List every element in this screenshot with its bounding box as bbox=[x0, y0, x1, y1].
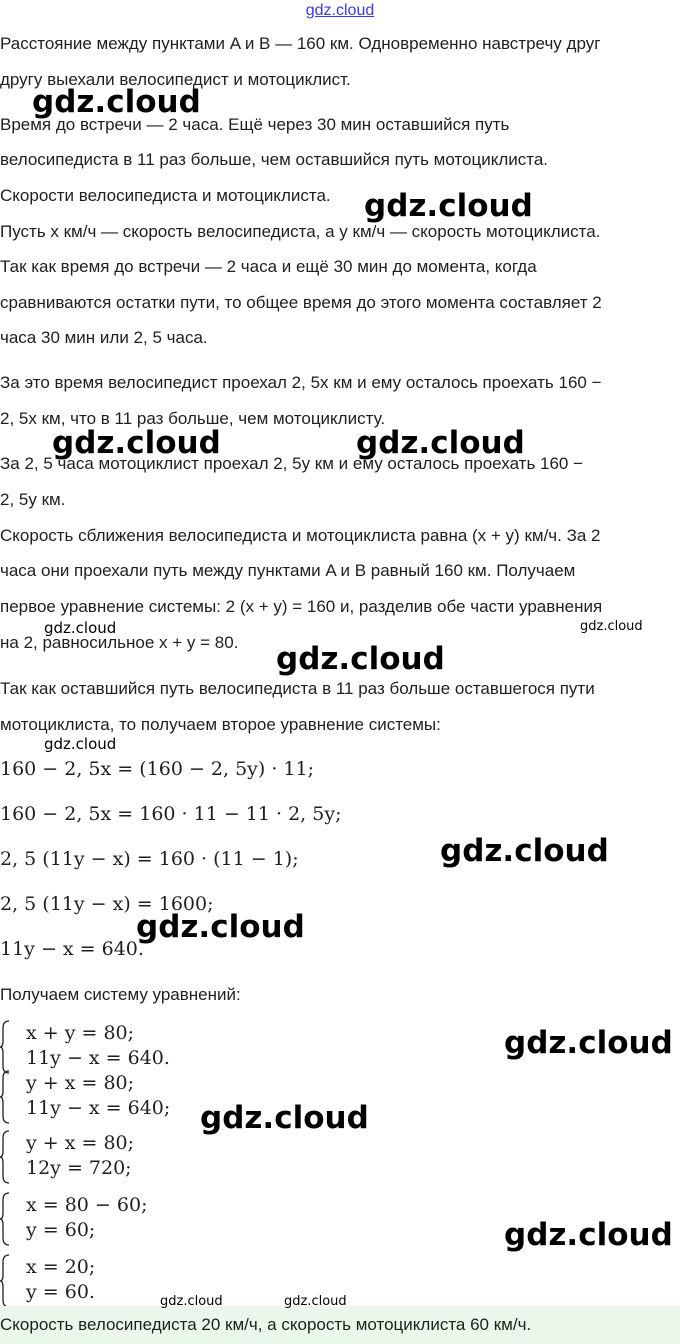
watermark: gdz.cloud bbox=[580, 619, 643, 634]
watermark: gdz.cloud bbox=[160, 1294, 223, 1309]
text-line: первое уравнение системы: 2 (x + y) = 160 и, разделив обе части уравнения bbox=[0, 597, 603, 616]
text-line: Так как время до встречи — 2 часа и ещё 30 мин до момента, когда bbox=[0, 257, 537, 276]
watermark: gdz.cloud bbox=[284, 1294, 347, 1309]
text-line: Пусть x км/ч — скорость велосипедиста, а y км/ч — скорость мотоциклиста. bbox=[0, 222, 601, 241]
answer-box bbox=[0, 1306, 680, 1344]
system-equation: y = 60. bbox=[26, 1281, 95, 1303]
left-brace-icon bbox=[0, 1192, 10, 1246]
watermark: gdz.cloud bbox=[44, 735, 117, 753]
equation: 2, 5 (11y − x) = 1600; bbox=[0, 893, 214, 915]
text-line: Так как оставшийся путь велосипедиста в 11 раз больше оставшегося пути bbox=[0, 679, 595, 698]
equation: 11y − x = 640. bbox=[0, 938, 144, 960]
watermark: gdz.cloud bbox=[440, 833, 609, 869]
equation: 160 − 2, 5x = (160 − 2, 5y) · 11; bbox=[0, 758, 315, 780]
answer-text: Скорость велосипедиста 20 км/ч, а скорость мотоциклиста 60 км/ч. bbox=[0, 1315, 532, 1334]
text-line: 2, 5x км, что в 11 раз больше, чем мотоциклисту. bbox=[0, 409, 386, 428]
left-brace-icon bbox=[0, 1020, 10, 1074]
text-line: Расстояние между пунктами A и B — 160 км. Одновременно навстречу друг bbox=[0, 34, 601, 53]
system-equation: y + x = 80; bbox=[26, 1072, 135, 1094]
watermark: gdz.cloud bbox=[504, 1025, 673, 1061]
left-brace-icon bbox=[0, 1130, 10, 1184]
watermark: gdz.cloud bbox=[44, 619, 117, 637]
text-line: За это время велосипедист проехал 2, 5x км и ему осталось проехать 160 − bbox=[0, 373, 602, 392]
system-equation: y = 60; bbox=[26, 1219, 96, 1241]
text-line: мотоциклиста, то получаем второе уравнение системы: bbox=[0, 715, 441, 734]
text-line: Получаем систему уравнений: bbox=[0, 985, 241, 1004]
system-equation: x = 20; bbox=[26, 1256, 96, 1278]
text-line: Время до встречи — 2 часа. Ещё через 30 мин оставшийся путь bbox=[0, 115, 510, 134]
text-line: 2, 5y км. bbox=[0, 490, 66, 509]
system-equation: 11y − x = 640; bbox=[26, 1097, 171, 1119]
watermark: gdz.cloud bbox=[364, 188, 533, 224]
system-equation: x = 80 − 60; bbox=[26, 1194, 148, 1216]
text-line: Скорости велосипедиста и мотоциклиста. bbox=[0, 186, 331, 205]
watermark: gdz.cloud bbox=[52, 425, 221, 461]
equation: 2, 5 (11y − x) = 160 · (11 − 1); bbox=[0, 848, 299, 870]
system-equation: 11y − x = 640. bbox=[26, 1047, 170, 1069]
text-line: другу выехали велосипедист и мотоциклист. bbox=[0, 70, 351, 89]
system-equation: 12y = 720; bbox=[26, 1157, 132, 1179]
text-line: Скорость сближения велосипедиста и мотоциклиста равна (x + y) км/ч. За 2 bbox=[0, 526, 601, 545]
watermark: gdz.cloud bbox=[356, 425, 525, 461]
text-line: часа они проехали путь между пунктами A и B равный 160 км. Получаем bbox=[0, 561, 576, 580]
text-line: на 2, равносильное x + y = 80. bbox=[0, 633, 239, 652]
watermark: gdz.cloud bbox=[136, 909, 305, 945]
watermark: gdz.cloud bbox=[504, 1217, 673, 1253]
header-watermark-link[interactable]: gdz.cloud bbox=[305, 2, 375, 19]
watermark: gdz.cloud bbox=[276, 641, 445, 677]
text-line: велосипедиста в 11 раз больше, чем оставшийся путь мотоциклиста. bbox=[0, 150, 549, 169]
system-equation: y + x = 80; bbox=[26, 1132, 135, 1154]
left-brace-icon bbox=[0, 1070, 10, 1124]
left-brace-icon bbox=[0, 1254, 10, 1308]
text-line: За 2, 5 часа мотоциклист проехал 2, 5y км и ему осталось проехать 160 − bbox=[0, 454, 584, 473]
equation: 160 − 2, 5x = 160 · 11 − 11 · 2, 5y; bbox=[0, 803, 342, 825]
watermark: gdz.cloud bbox=[200, 1100, 369, 1136]
watermark: gdz.cloud bbox=[32, 84, 201, 120]
system-equation: x + y = 80; bbox=[26, 1022, 135, 1044]
text-line: сравниваются остатки пути, то общее время до этого момента составляет 2 bbox=[0, 293, 602, 312]
text-line: часа 30 мин или 2, 5 часа. bbox=[0, 328, 208, 347]
